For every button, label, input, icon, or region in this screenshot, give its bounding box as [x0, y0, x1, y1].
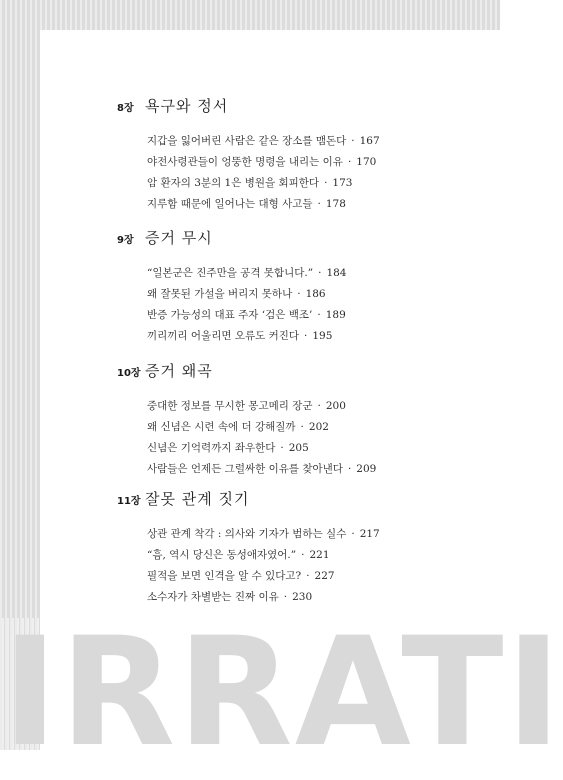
page-number: 195 — [312, 330, 333, 342]
entry-text: “일본군은 진주만을 공격 못합니다.” — [147, 267, 314, 279]
toc-entry: 왜 신념은 시련 속에 더 강해질까 · 202 — [147, 421, 329, 433]
toc-section-8 — [117, 95, 487, 215]
entry-list — [147, 263, 487, 347]
entry-text: 끼리끼리 어울리면 오류도 커진다 — [147, 330, 300, 342]
entry-text: 지루함 때문에 일어나는 대형 사고들 — [147, 198, 313, 210]
page-number: 173 — [332, 177, 353, 189]
section-heading — [117, 488, 487, 510]
entry-text: 필적을 보면 인격을 알 수 있다고? — [147, 570, 302, 582]
toc-entry: 끼리끼리 어울리면 오류도 커진다 · 195 — [147, 330, 333, 342]
page-number: 178 — [325, 198, 346, 210]
chapter-number: 9장 — [117, 235, 134, 246]
section-title: 욕구와 정서 — [145, 97, 229, 115]
entry-text: 야전사령관들이 엉뚱한 명령을 내리는 이유 — [147, 156, 343, 168]
page-number: 217 — [359, 528, 380, 540]
watermark-text: IRRATI — [2, 606, 563, 780]
toc-entry: 반증 가능성의 대표 주자 ‘검은 백조’ · 189 — [147, 309, 346, 321]
section-heading — [117, 95, 487, 117]
entry-text: 왜 신념은 시련 속에 더 강해질까 — [147, 421, 296, 433]
toc-entry: 야전사령관들이 엉뚱한 명령을 내리는 이유 · 170 — [147, 156, 377, 168]
page-number: 221 — [309, 549, 330, 561]
entry-text: 상관 관계 착각 : 의사와 기자가 범하는 실수 — [147, 528, 347, 540]
toc-section-11 — [117, 488, 487, 608]
page-number: 209 — [356, 463, 377, 475]
entry-text: 왜 잘못된 가설을 버리지 못하나 — [147, 288, 293, 300]
chapter-number: 11장 — [117, 496, 141, 507]
toc-entry: “흠, 역시 당신은 동성애자였어.” · 221 — [147, 549, 330, 561]
section-heading — [117, 360, 487, 382]
page-number: 167 — [359, 135, 380, 147]
chapter-number: 10장 — [117, 368, 141, 379]
page-number: 230 — [292, 591, 313, 603]
toc-entry: 중대한 정보를 무시한 몽고메리 장군 · 200 — [147, 400, 346, 412]
toc-entry: 지루함 때문에 일어나는 대형 사고들 · 178 — [147, 198, 346, 210]
toc-entry: 지갑을 잃어버린 사람은 같은 장소를 맴돈다 · 167 — [147, 135, 380, 147]
chapter-number: 8장 — [117, 103, 134, 114]
toc-entry: “일본군은 진주만을 공격 못합니다.” · 184 — [147, 267, 347, 279]
entry-text: 사람들은 언제든 그럴싸한 이유를 찾아낸다 — [147, 463, 343, 475]
toc-entry: 암 환자의 3분의 1은 병원을 회피한다 · 173 — [147, 177, 353, 189]
entry-text: 중대한 정보를 무시한 몽고메리 장군 — [147, 400, 313, 412]
section-heading — [117, 227, 487, 249]
entry-list — [147, 396, 487, 480]
toc-entry: 상관 관계 착각 : 의사와 기자가 범하는 실수 · 217 — [147, 528, 380, 540]
section-title: 잘못 관계 짓기 — [145, 490, 250, 508]
entry-text: 지갑을 잃어버린 사람은 같은 장소를 맴돈다 — [147, 135, 347, 147]
entry-text: 소수자가 차별받는 진짜 이유 — [147, 591, 279, 603]
toc-entry: 신념은 기억력까지 좌우한다 · 205 — [147, 442, 309, 454]
toc-entry: 소수자가 차별받는 진짜 이유 · 230 — [147, 591, 313, 603]
toc-section-10 — [117, 360, 487, 480]
entry-list — [147, 131, 487, 215]
entry-list — [147, 524, 487, 608]
toc-entry: 사람들은 언제든 그럴싸한 이유를 찾아낸다 · 209 — [147, 463, 377, 475]
page-number: 227 — [314, 570, 335, 582]
toc-entry: 왜 잘못된 가설을 버리지 못하나 · 186 — [147, 288, 326, 300]
page-number: 189 — [325, 309, 346, 321]
page-number: 200 — [325, 400, 346, 412]
decorative-top-band — [0, 0, 500, 30]
page-number: 202 — [308, 421, 329, 433]
toc-entry: 필적을 보면 인격을 알 수 있다고? · 227 — [147, 570, 335, 582]
entry-text: 신념은 기억력까지 좌우한다 — [147, 442, 276, 454]
entry-text: 암 환자의 3분의 1은 병원을 회피한다 — [147, 177, 320, 189]
entry-text: 반증 가능성의 대표 주자 ‘검은 백조’ — [147, 309, 313, 321]
page-number: 170 — [356, 156, 377, 168]
page-number: 205 — [288, 442, 309, 454]
page-number: 184 — [326, 267, 347, 279]
toc-section-9 — [117, 227, 487, 347]
section-title: 증거 무시 — [145, 229, 213, 247]
entry-text: “흠, 역시 당신은 동성애자였어.” — [147, 549, 297, 561]
page-number: 186 — [305, 288, 326, 300]
section-title: 증거 왜곡 — [145, 362, 213, 380]
